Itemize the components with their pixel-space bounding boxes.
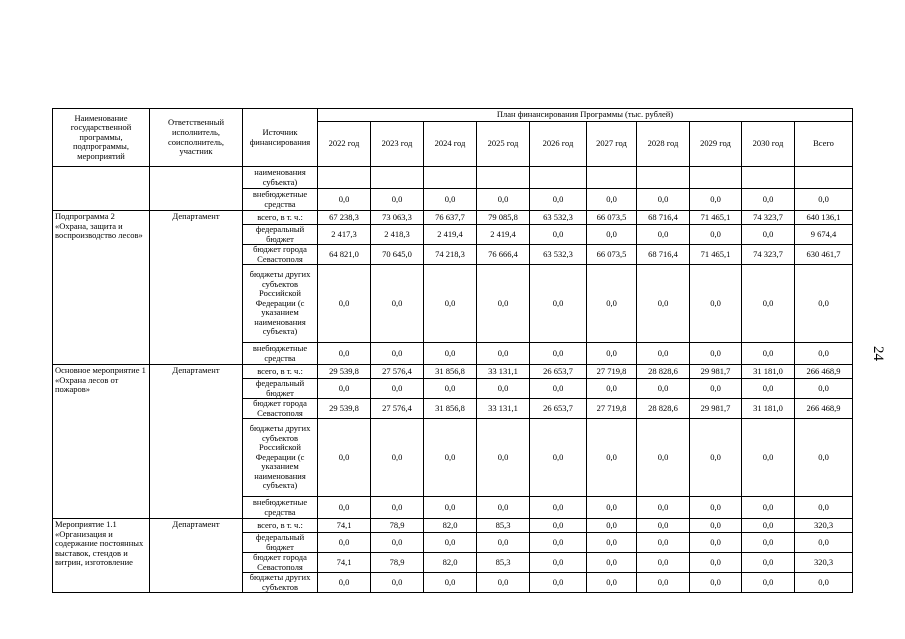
- year-value-cell: 0,0: [371, 343, 424, 365]
- header-year: 2024 год: [424, 122, 477, 167]
- table-row: [53, 211, 853, 225]
- year-value-cell: 76 666,4: [477, 245, 530, 265]
- header-year: 2022 год: [318, 122, 371, 167]
- year-value-cell: 0,0: [318, 343, 371, 365]
- year-value-cell: 0,0: [637, 379, 690, 399]
- year-value-cell: 27 719,8: [587, 365, 637, 379]
- year-value-cell: 0,0: [587, 225, 637, 245]
- year-value-cell: 26 653,7: [530, 365, 587, 379]
- year-value-cell: 0,0: [530, 533, 587, 553]
- year-value-cell: 0,0: [424, 379, 477, 399]
- year-value-cell: 74,1: [318, 519, 371, 533]
- year-value-cell: 31 181,0: [742, 365, 795, 379]
- year-value-cell: 0,0: [530, 497, 587, 519]
- year-value-cell: 0,0: [690, 573, 742, 593]
- header-year: 2026 год: [530, 122, 587, 167]
- year-value-cell: 0,0: [424, 533, 477, 553]
- year-value-cell: 0,0: [318, 265, 371, 343]
- program-name-cell: Подпрограмма 2 «Охрана, защита и воспроизводство лесов»: [53, 211, 150, 365]
- year-value-cell: 0,0: [477, 343, 530, 365]
- year-value-cell: 0,0: [690, 553, 742, 573]
- table-row: [53, 167, 853, 189]
- year-value-cell: [587, 167, 637, 189]
- year-value-cell: 0,0: [530, 419, 587, 497]
- responsible-cell: Департамент: [150, 365, 243, 519]
- year-value-cell: 68 716,4: [637, 211, 690, 225]
- year-value-cell: 26 653,7: [530, 399, 587, 419]
- year-value-cell: 0,0: [690, 343, 742, 365]
- total-value-cell: 0,0: [795, 265, 853, 343]
- year-value-cell: 0,0: [477, 533, 530, 553]
- header-year: 2023 год: [371, 122, 424, 167]
- funding-source-cell: федеральный бюджет: [243, 225, 318, 245]
- year-value-cell: 0,0: [637, 497, 690, 519]
- year-value-cell: 0,0: [587, 573, 637, 593]
- year-value-cell: 74,1: [318, 553, 371, 573]
- year-value-cell: 0,0: [318, 573, 371, 593]
- total-value-cell: [795, 167, 853, 189]
- year-value-cell: 0,0: [371, 379, 424, 399]
- funding-source-cell: внебюджетные средства: [243, 189, 318, 211]
- year-value-cell: 79 085,8: [477, 211, 530, 225]
- year-value-cell: 82,0: [424, 553, 477, 573]
- year-value-cell: 0,0: [371, 497, 424, 519]
- year-value-cell: 68 716,4: [637, 245, 690, 265]
- year-value-cell: 31 856,8: [424, 399, 477, 419]
- year-value-cell: [637, 167, 690, 189]
- year-value-cell: 2 417,3: [318, 225, 371, 245]
- year-value-cell: 78,9: [371, 553, 424, 573]
- header-year: 2028 год: [637, 122, 690, 167]
- funding-source-cell: бюджет города Севастополя: [243, 399, 318, 419]
- total-value-cell: 0,0: [795, 419, 853, 497]
- year-value-cell: [477, 167, 530, 189]
- year-value-cell: 0,0: [587, 497, 637, 519]
- funding-source-cell: наименования субъекта): [243, 167, 318, 189]
- total-value-cell: 0,0: [795, 497, 853, 519]
- year-value-cell: 66 073,5: [587, 211, 637, 225]
- year-value-cell: 0,0: [690, 533, 742, 553]
- year-value-cell: 0,0: [477, 379, 530, 399]
- year-value-cell: 0,0: [424, 573, 477, 593]
- year-value-cell: 0,0: [587, 189, 637, 211]
- year-value-cell: 0,0: [742, 265, 795, 343]
- year-value-cell: 64 821,0: [318, 245, 371, 265]
- year-value-cell: 0,0: [742, 573, 795, 593]
- responsible-cell: Департамент: [150, 519, 243, 593]
- year-value-cell: [742, 167, 795, 189]
- year-value-cell: 0,0: [477, 497, 530, 519]
- header-responsible-col: Ответственный исполнитель, соисполнитель, участник: [150, 109, 243, 167]
- year-value-cell: 27 719,8: [587, 399, 637, 419]
- year-value-cell: 85,3: [477, 553, 530, 573]
- year-value-cell: 0,0: [637, 189, 690, 211]
- year-value-cell: 71 465,1: [690, 245, 742, 265]
- year-value-cell: 74 218,3: [424, 245, 477, 265]
- year-value-cell: 0,0: [742, 343, 795, 365]
- funding-source-cell: всего, в т. ч.:: [243, 519, 318, 533]
- table-row: [53, 365, 853, 379]
- year-value-cell: 0,0: [587, 265, 637, 343]
- table-body: [53, 167, 853, 593]
- total-value-cell: 0,0: [795, 573, 853, 593]
- table-row: [53, 519, 853, 533]
- funding-source-cell: всего, в т. ч.:: [243, 211, 318, 225]
- year-value-cell: 27 576,4: [371, 399, 424, 419]
- program-name-cell: Мероприятие 1.1 «Организация и содержание постоянных выставок, стендов и витрин, изготовление: [53, 519, 150, 593]
- year-value-cell: 0,0: [637, 343, 690, 365]
- year-value-cell: 0,0: [318, 379, 371, 399]
- funding-source-cell: бюджеты других субъектов: [243, 573, 318, 593]
- funding-source-cell: бюджет города Севастополя: [243, 245, 318, 265]
- year-value-cell: 0,0: [637, 573, 690, 593]
- year-value-cell: 0,0: [742, 553, 795, 573]
- year-value-cell: 76 637,7: [424, 211, 477, 225]
- total-value-cell: 266 468,9: [795, 365, 853, 379]
- year-value-cell: 0,0: [690, 265, 742, 343]
- year-value-cell: 29 981,7: [690, 399, 742, 419]
- year-value-cell: 0,0: [587, 379, 637, 399]
- header-name-col: Наименование государственной программы, подпрограммы, мероприятий: [53, 109, 150, 167]
- year-value-cell: [530, 167, 587, 189]
- year-value-cell: 0,0: [424, 343, 477, 365]
- year-value-cell: 0,0: [690, 497, 742, 519]
- year-value-cell: 0,0: [742, 419, 795, 497]
- year-value-cell: 0,0: [424, 419, 477, 497]
- year-value-cell: 0,0: [587, 343, 637, 365]
- financing-table: [52, 108, 853, 593]
- year-value-cell: 70 645,0: [371, 245, 424, 265]
- total-value-cell: 320,3: [795, 519, 853, 533]
- year-value-cell: 0,0: [690, 519, 742, 533]
- year-value-cell: 33 131,1: [477, 365, 530, 379]
- year-value-cell: 0,0: [637, 265, 690, 343]
- year-value-cell: 29 981,7: [690, 365, 742, 379]
- total-value-cell: 320,3: [795, 553, 853, 573]
- year-value-cell: 31 181,0: [742, 399, 795, 419]
- year-value-cell: 0,0: [742, 189, 795, 211]
- header-year: 2029 год: [690, 122, 742, 167]
- year-value-cell: 0,0: [530, 379, 587, 399]
- year-value-cell: 2 418,3: [371, 225, 424, 245]
- year-value-cell: 0,0: [371, 533, 424, 553]
- year-value-cell: 0,0: [371, 265, 424, 343]
- year-value-cell: 0,0: [587, 533, 637, 553]
- year-value-cell: 74 323,7: [742, 245, 795, 265]
- year-value-cell: 71 465,1: [690, 211, 742, 225]
- year-value-cell: 0,0: [690, 419, 742, 497]
- year-value-cell: 0,0: [530, 343, 587, 365]
- responsible-cell: [150, 167, 243, 211]
- year-value-cell: 2 419,4: [477, 225, 530, 245]
- funding-source-cell: всего, в т. ч.:: [243, 365, 318, 379]
- year-value-cell: 33 131,1: [477, 399, 530, 419]
- year-value-cell: 29 539,8: [318, 399, 371, 419]
- total-value-cell: 630 461,7: [795, 245, 853, 265]
- year-value-cell: 28 828,6: [637, 399, 690, 419]
- year-value-cell: 0,0: [371, 189, 424, 211]
- funding-source-cell: федеральный бюджет: [243, 379, 318, 399]
- year-value-cell: 0,0: [477, 419, 530, 497]
- year-value-cell: 0,0: [477, 265, 530, 343]
- funding-source-cell: бюджеты других субъектов Российской Федерации (с указанием наименования субъекта): [243, 265, 318, 343]
- year-value-cell: 63 532,3: [530, 245, 587, 265]
- header-year: 2027 год: [587, 122, 637, 167]
- year-value-cell: 0,0: [742, 519, 795, 533]
- year-value-cell: 0,0: [318, 419, 371, 497]
- total-value-cell: 0,0: [795, 379, 853, 399]
- header-plan-title: План финансирования Программы (тыс. рублей): [318, 109, 853, 122]
- funding-source-cell: бюджеты других субъектов Российской Федерации (с указанием наименования субъекта): [243, 419, 318, 497]
- year-value-cell: 0,0: [637, 533, 690, 553]
- year-value-cell: 0,0: [637, 553, 690, 573]
- funding-source-cell: бюджет города Севастополя: [243, 553, 318, 573]
- year-value-cell: 0,0: [424, 265, 477, 343]
- funding-source-cell: внебюджетные средства: [243, 343, 318, 365]
- year-value-cell: 0,0: [371, 419, 424, 497]
- year-value-cell: 85,3: [477, 519, 530, 533]
- year-value-cell: 31 856,8: [424, 365, 477, 379]
- header-year: 2030 год: [742, 122, 795, 167]
- year-value-cell: 67 238,3: [318, 211, 371, 225]
- responsible-cell: Департамент: [150, 211, 243, 365]
- year-value-cell: [318, 167, 371, 189]
- total-value-cell: 640 136,1: [795, 211, 853, 225]
- year-value-cell: 0,0: [477, 573, 530, 593]
- year-value-cell: 74 323,7: [742, 211, 795, 225]
- year-value-cell: 2 419,4: [424, 225, 477, 245]
- year-value-cell: 0,0: [530, 225, 587, 245]
- year-value-cell: 0,0: [318, 533, 371, 553]
- year-value-cell: 0,0: [690, 225, 742, 245]
- program-name-cell: Основное мероприятие 1 «Охрана лесов от пожаров»: [53, 365, 150, 519]
- year-value-cell: 0,0: [587, 519, 637, 533]
- year-value-cell: 0,0: [530, 189, 587, 211]
- year-value-cell: 0,0: [424, 189, 477, 211]
- year-value-cell: 0,0: [690, 189, 742, 211]
- year-value-cell: 0,0: [637, 419, 690, 497]
- total-value-cell: 9 674,4: [795, 225, 853, 245]
- year-value-cell: 0,0: [742, 225, 795, 245]
- year-value-cell: 0,0: [742, 497, 795, 519]
- year-value-cell: 73 063,3: [371, 211, 424, 225]
- year-value-cell: 0,0: [318, 189, 371, 211]
- funding-source-cell: федеральный бюджет: [243, 533, 318, 553]
- year-value-cell: 0,0: [530, 265, 587, 343]
- total-value-cell: 0,0: [795, 343, 853, 365]
- year-value-cell: 0,0: [530, 553, 587, 573]
- total-value-cell: 266 468,9: [795, 399, 853, 419]
- year-value-cell: 0,0: [637, 225, 690, 245]
- header-year: 2025 год: [477, 122, 530, 167]
- year-value-cell: 27 576,4: [371, 365, 424, 379]
- page-number: 24: [870, 346, 886, 361]
- header-total: Всего: [795, 122, 853, 167]
- year-value-cell: 78,9: [371, 519, 424, 533]
- year-value-cell: 0,0: [742, 533, 795, 553]
- header-source-col: Источник финансирования: [243, 109, 318, 167]
- year-value-cell: 0,0: [530, 573, 587, 593]
- year-value-cell: 0,0: [637, 519, 690, 533]
- year-value-cell: 0,0: [530, 519, 587, 533]
- year-value-cell: 0,0: [318, 497, 371, 519]
- year-value-cell: 0,0: [424, 497, 477, 519]
- total-value-cell: 0,0: [795, 533, 853, 553]
- year-value-cell: 0,0: [742, 379, 795, 399]
- year-value-cell: 66 073,5: [587, 245, 637, 265]
- year-value-cell: 0,0: [587, 419, 637, 497]
- year-value-cell: [371, 167, 424, 189]
- year-value-cell: 63 532,3: [530, 211, 587, 225]
- year-value-cell: 82,0: [424, 519, 477, 533]
- year-value-cell: 0,0: [587, 553, 637, 573]
- year-value-cell: [690, 167, 742, 189]
- year-value-cell: [424, 167, 477, 189]
- year-value-cell: 29 539,8: [318, 365, 371, 379]
- program-name-cell: [53, 167, 150, 211]
- total-value-cell: 0,0: [795, 189, 853, 211]
- year-value-cell: 0,0: [690, 379, 742, 399]
- year-value-cell: 28 828,6: [637, 365, 690, 379]
- year-value-cell: 0,0: [477, 189, 530, 211]
- funding-source-cell: внебюджетные средства: [243, 497, 318, 519]
- year-value-cell: 0,0: [371, 573, 424, 593]
